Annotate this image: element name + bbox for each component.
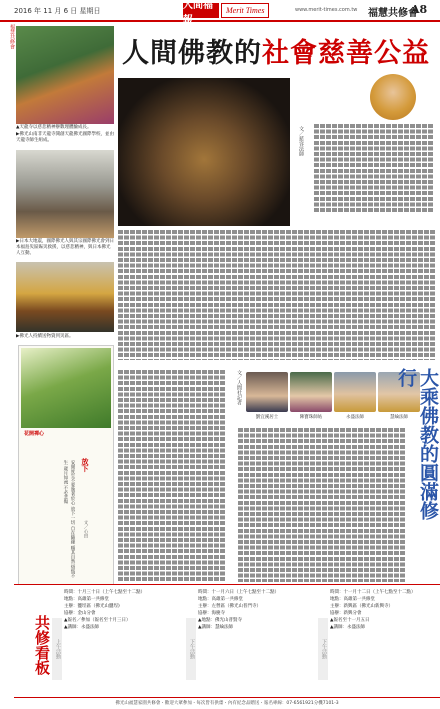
site-url: www.merit-times.com.tw [295,7,358,13]
newspaper-logo: 人間福報 [183,3,219,18]
event-1 [64,590,182,694]
article-author: 文／慈容法師 [298,126,304,156]
event-2-host: 主辦：左營區（佛光山普門寺） [198,603,261,609]
headline-part2: 社會慈善公益 [262,37,430,69]
portrait-2 [290,372,332,412]
poem-author: 文／心田 [83,520,88,538]
dancer-photo [16,26,114,124]
page-number: A8 [411,3,428,16]
event-3-co: 協辦：新興分會 [330,610,362,616]
portrait-name-3: 永盛法師 [346,415,364,420]
master-portrait [370,74,416,120]
event-2-place: 地點：高雄第一共修堂 [198,596,243,602]
volunteers-boxes-photo [16,150,114,238]
masthead-vertical: 福慧共修會 [9,24,15,49]
board-title: 共修看板 [33,615,51,675]
article-body-top-right [314,124,436,212]
headline-part1: 人間佛教的 [122,37,262,69]
article-body-lower [118,370,230,582]
dance-troupe-photo [118,78,290,226]
page-header [0,0,440,26]
event-1-speaker: ▲講師：永盛法師 [64,624,99,630]
poem-title: 放下 [81,458,90,472]
portrait-name-1: 劉宜溪居士 [255,415,279,420]
event-2-co: 協辦：海慶寺 [198,610,225,616]
headline [118,28,434,72]
poem-text: 安閒度生不要執著於心 放下一切 自在隨緣 順其自然 煩惱不生 歲月如流 不必悲傷 [62,460,75,579]
portrait-1 [246,372,288,412]
article-body-lower-right [238,428,408,582]
second-author: 文／人間社記者 [236,370,242,405]
event-3 [330,590,438,694]
caption-japan-quake: ▶日本大地震，國際佛光人與其宗國際佛光會到日本福島災區賑災救援，以慈悲精神，與日本佛光人互動。 [16,239,114,257]
event-2-note: ▲地點：佛光山普賢寺 [198,617,242,623]
event-3-host: 主辦：新興區（佛光山新興寺） [330,603,393,609]
caption-dancer: ▲天龍寺以慈悲精神辦數理體驗成長。 [16,125,92,130]
page-footer: 佛光山福慧家園共修會・歡迎大眾參加・每次皆有供齋・內有紀念品贈送・報名專線：07-6561921分機7101-3 [14,697,440,707]
relief-supplies-photo [16,262,114,332]
event-3-time: 時間：十一月十二日（上午七點至十二點） [330,590,416,595]
event-1-co: 協辦：金山分會 [64,610,96,616]
issue-date: 2016 年 11 月 6 日 星期日 [14,7,101,15]
event-3-note: ▲報名至十一月五日 [330,617,370,623]
section-title: 福慧共修會 [368,8,418,19]
caption-school: ▶佛光山南非天龍寺開創天龍佛光國際學校，並由天龍寺師生組成。 [16,132,114,144]
leaves-illustration [21,348,111,428]
event-2-time: 時間：十一月六日（上午七點至十二點） [198,590,279,595]
portrait-name-4: 慧綸法師 [390,415,408,420]
poem-column-label: 花開禪心 [24,431,45,437]
event-label-3: 下午活動 [318,618,328,680]
portrait-3 [334,372,376,412]
event-1-note: ▲報名／參加（報名至十月三日） [64,617,131,623]
event-1-time: 時間：十月三十日（上午七點至十二點） [64,590,145,595]
sub-headline: 大乘佛教的圓滿修行 [395,368,439,520]
event-3-speaker: ▲講師：永盛法師 [330,624,365,630]
event-2-speaker: ▲講師：慧綸法師 [198,624,233,630]
event-1-place: 地點：高雄第一共修堂 [64,596,109,602]
event-2 [198,590,316,694]
event-3-place: 地點：高雄第一共修堂 [330,596,375,602]
newspaper-logo-en: Merit Times [221,3,269,18]
event-label-2: 下午活動 [186,618,196,680]
article-body-middle [118,230,436,360]
caption-supplies: ▶佛光人持續送物資到災區。 [16,334,74,339]
event-label-1: 上午活動 [52,618,62,680]
portrait-name-2: 陳寶珠師姑 [299,415,323,420]
event-1-host: 主辦：鹽埕區（佛光山鹽埕) [64,603,120,609]
